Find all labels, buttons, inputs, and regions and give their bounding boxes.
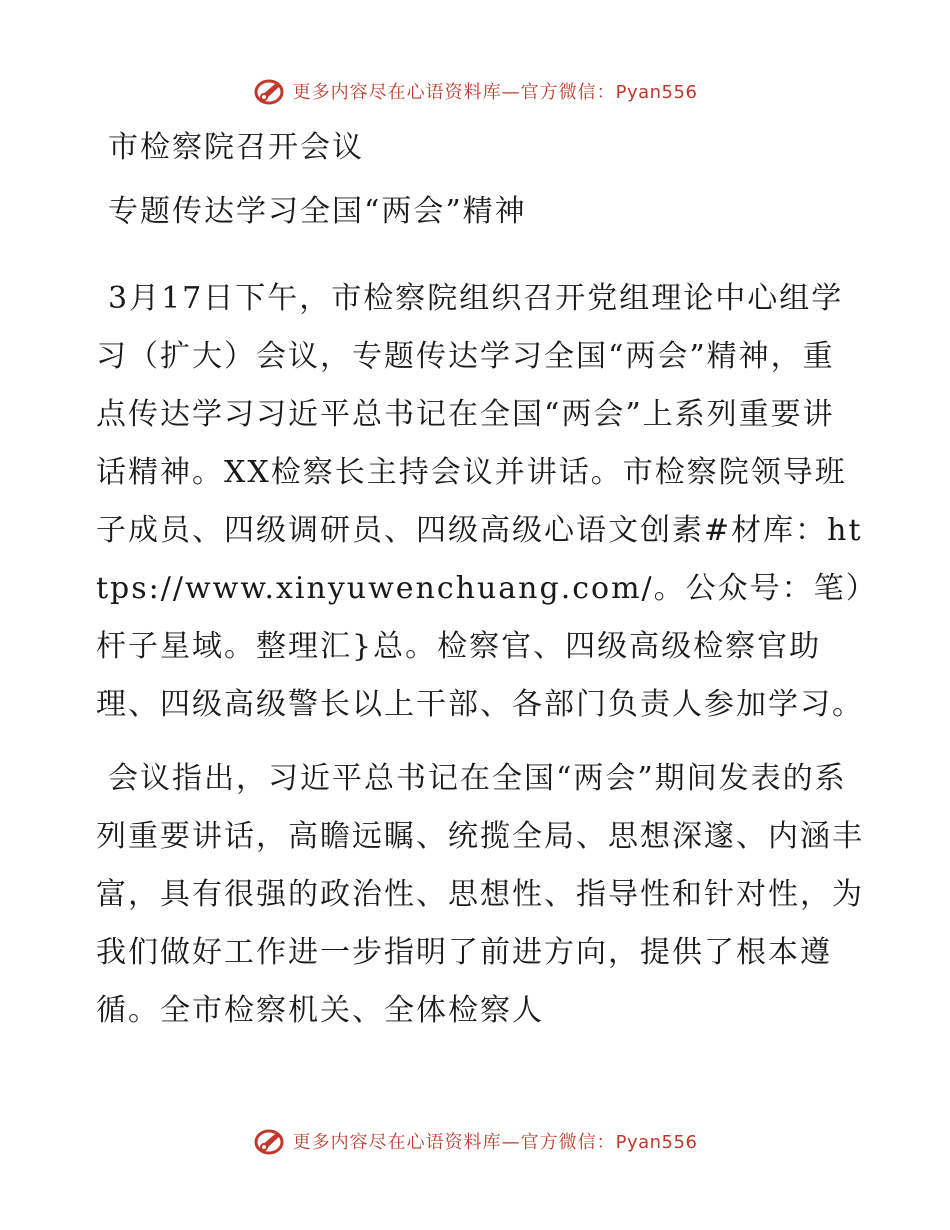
watermark-text: 更多内容尽在心语资料库—官方微信： (292, 1132, 616, 1153)
header-watermark (0, 76, 950, 106)
watermark-wechat-id: Pyan556 (615, 82, 698, 103)
document-body (96, 120, 866, 1056)
watermark-wechat-id: Pyan556 (615, 1132, 698, 1153)
document-title: 市检察院召开会议 (108, 130, 364, 165)
brand-logo-icon (253, 76, 287, 106)
brand-logo-icon (253, 1126, 287, 1156)
watermark-text: 更多内容尽在心语资料库—官方微信： (292, 82, 616, 103)
footer-watermark (0, 1126, 950, 1156)
document-subtitle: 专题传达学习全国“两会”精神 (108, 194, 527, 229)
paragraph-1: 3月17日下午，市检察院组织召开党组理论中心组学习（扩大）会议，专题传达学习全国“两会”精神，重点传达学习习近平总书记在全国“两会”上系列重要讲话精神。XX检察长主持会议并讲话。市检察院领导班子成员、四级调研员、四级高级心语文创素#材库：https://www.xinyuwenchuang.com/。公众号：笔）杆子星域。整理汇}总。检察官、四级高级检察官助理、四级高级警长以上干部、各部门负责人参加学习。 (96, 281, 864, 722)
paragraph-2: 会议指出，习近平总书记在全国“两会”期间发表的系列重要讲话，高瞻远瞩、统揽全局、思想深邃、内涵丰富，具有很强的政治性、思想性、指导性和针对性，为我们做好工作进一步指明了前进方向，提供了根本遵循。全市检察机关、全体检察人 (96, 761, 864, 1028)
